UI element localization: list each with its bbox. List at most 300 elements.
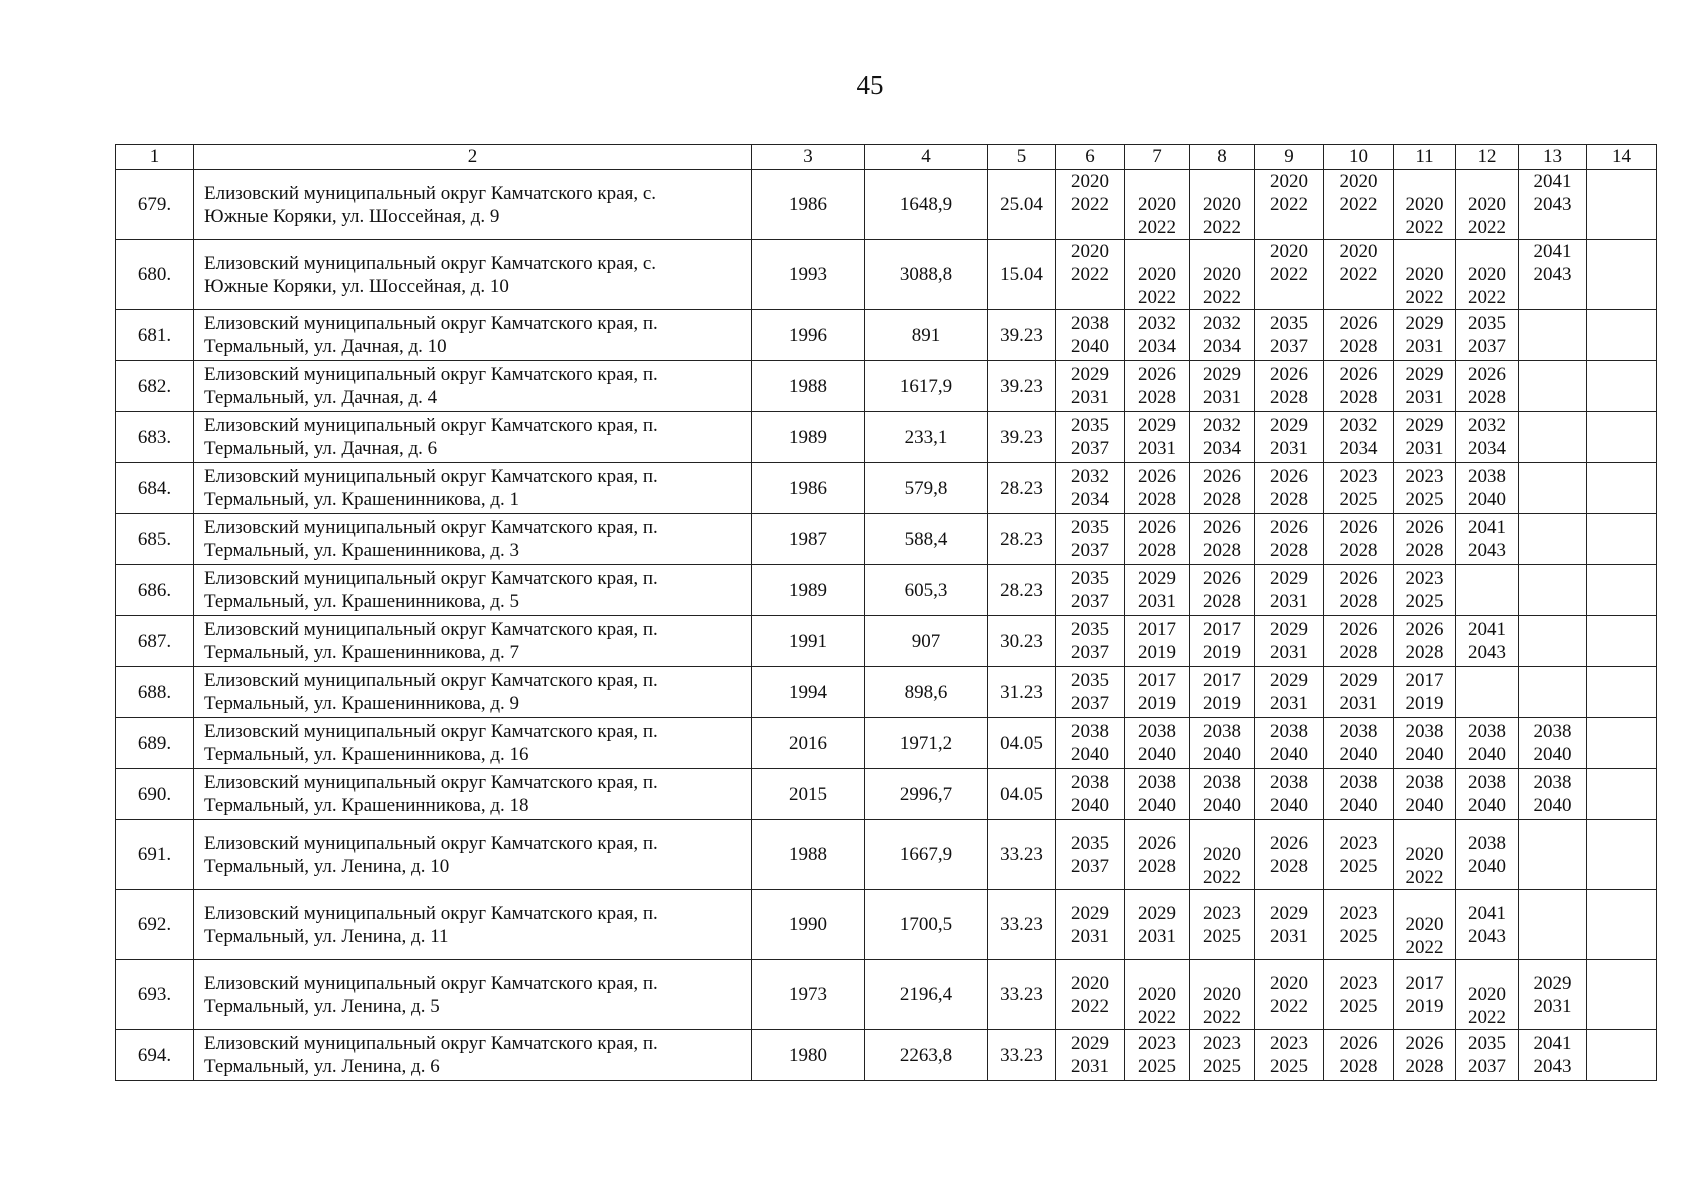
period-end-year: 2022 (1071, 194, 1109, 215)
repair-period-cell (1456, 361, 1519, 412)
repair-period (1394, 240, 1455, 309)
repair-period (1190, 170, 1254, 239)
period-start-year: 2029 (1203, 364, 1241, 385)
table-row (116, 310, 1657, 361)
repair-period-cell (1056, 616, 1125, 667)
period-start-year: 2029 (1533, 972, 1572, 994)
repair-period (1125, 769, 1189, 819)
address-cell (194, 565, 752, 616)
repair-period-cell (1519, 1030, 1587, 1081)
repair-period-cell (1394, 170, 1456, 240)
period-end-year: 2040 (1405, 744, 1444, 765)
repair-period-cell (1190, 960, 1255, 1030)
period-end-year: 2040 (1468, 489, 1506, 510)
period-start-year: 2026 (1339, 568, 1378, 589)
period-start-year: 2035 (1071, 517, 1109, 538)
period-end-year: 2022 (1203, 1007, 1241, 1028)
repair-period-cell (1056, 1030, 1125, 1081)
period-end-year: 2025 (1339, 995, 1378, 1017)
period-end-year: 2019 (1138, 693, 1176, 714)
period-end-year: 2037 (1071, 540, 1109, 561)
repair-period-cell (1324, 463, 1394, 514)
repair-period-cell (1324, 718, 1394, 769)
repair-period-cell (1519, 514, 1587, 565)
repair-period (1587, 890, 1656, 959)
address-line: Елизовский муниципальный округ Камчатского края, п. (204, 364, 658, 385)
period-start-year: 2038 (1405, 721, 1444, 742)
repair-period-cell (1324, 616, 1394, 667)
area-cell: 3088,8 (865, 240, 988, 310)
period-end-year: 2034 (1468, 438, 1506, 459)
column-header: 2 (194, 145, 752, 170)
period-start-year: 2020 (1071, 972, 1109, 994)
period-start-year: 2029 (1270, 902, 1308, 924)
page-number: 45 (856, 70, 884, 100)
repair-period (1394, 1030, 1455, 1080)
repair-period-cell (1587, 240, 1657, 310)
wear-cell: 33.23 (988, 890, 1056, 960)
period-start-year: 2023 (1339, 902, 1378, 924)
repair-period-cell (1456, 240, 1519, 310)
repair-period (1587, 960, 1656, 1029)
construction-year-cell: 1986 (752, 463, 865, 514)
period-start-year: 2041 (1468, 517, 1506, 538)
period-start-year: 2035 (1071, 619, 1109, 640)
period-end-year: 2034 (1071, 489, 1109, 510)
period-start-year: 2017 (1138, 619, 1176, 640)
repair-period (1324, 361, 1393, 411)
repair-period-cell (1190, 361, 1255, 412)
repair-period-cell (1255, 820, 1324, 890)
period-end-year: 2028 (1270, 540, 1308, 561)
repair-period (1255, 412, 1323, 462)
repair-period (1394, 718, 1455, 768)
repair-period-cell (1456, 565, 1519, 616)
period-start-year: 2017 (1203, 670, 1241, 691)
repair-period (1125, 514, 1189, 564)
repair-period (1125, 960, 1189, 1029)
period-end-year: 2031 (1270, 642, 1308, 663)
period-start-year: 2032 (1468, 415, 1506, 436)
period-start-year: 2038 (1468, 721, 1506, 742)
repair-period (1056, 240, 1124, 309)
period-end-year: 2040 (1071, 744, 1109, 765)
repair-period (1255, 514, 1323, 564)
repair-period-cell (1519, 361, 1587, 412)
repair-period-cell (1125, 240, 1190, 310)
table-row (116, 960, 1657, 1030)
period-end-year: 2037 (1468, 1056, 1506, 1077)
period-start-year: 2023 (1203, 902, 1241, 924)
area-cell: 2196,4 (865, 960, 988, 1030)
repair-period (1125, 667, 1189, 717)
period-start-year: 2041 (1533, 1033, 1572, 1054)
period-start-year: 2026 (1339, 1033, 1378, 1054)
row-number-cell: 692. (116, 890, 194, 960)
address-line: Термальный, ул. Дачная, д. 10 (204, 336, 447, 357)
period-start-year: 2020 (1270, 171, 1308, 192)
period-end-year: 2025 (1203, 925, 1241, 947)
address-line: Елизовский муниципальный округ Камчатского края, п. (204, 832, 658, 854)
repair-period (1394, 769, 1455, 819)
period-end-year: 2022 (1339, 194, 1378, 215)
address-line: Елизовский муниципальный округ Камчатского края, п. (204, 466, 658, 487)
row-number-cell: 680. (116, 240, 194, 310)
period-end-year: 2040 (1468, 744, 1506, 765)
repair-period-cell (1190, 667, 1255, 718)
repair-period (1255, 667, 1323, 717)
area-cell: 1700,5 (865, 890, 988, 960)
repair-period (1456, 769, 1518, 819)
repair-period (1519, 170, 1586, 239)
repair-period (1324, 310, 1393, 360)
period-start-year: 2026 (1203, 568, 1241, 589)
period-end-year: 2028 (1468, 387, 1506, 408)
repair-period-cell (1324, 769, 1394, 820)
repair-period-cell (1190, 1030, 1255, 1081)
repair-period (1190, 310, 1254, 360)
period-end-year: 2043 (1468, 642, 1506, 663)
repair-period (1125, 1030, 1189, 1080)
period-end-year: 2037 (1468, 336, 1506, 357)
address-cell (194, 361, 752, 412)
period-end-year: 2034 (1203, 336, 1241, 357)
period-start-year: 2038 (1339, 772, 1378, 793)
wear-cell: 39.23 (988, 361, 1056, 412)
repair-period-cell (1125, 667, 1190, 718)
repair-period (1394, 667, 1455, 717)
period-start-year: 2038 (1071, 721, 1109, 742)
repair-period (1519, 890, 1586, 959)
repair-period (1255, 310, 1323, 360)
repair-period (1324, 1030, 1393, 1080)
repair-period-cell (1394, 960, 1456, 1030)
period-end-year: 2022 (1405, 287, 1444, 308)
repair-period (1324, 769, 1393, 819)
period-start-year: 2038 (1203, 721, 1241, 742)
period-end-year: 2028 (1270, 855, 1308, 877)
period-end-year: 2022 (1270, 194, 1308, 215)
row-number-cell: 681. (116, 310, 194, 361)
repair-period (1125, 890, 1189, 959)
table-row (116, 769, 1657, 820)
repair-period (1587, 718, 1656, 768)
repair-period (1519, 616, 1586, 666)
column-number-row (116, 145, 1657, 170)
repair-period (1587, 310, 1656, 360)
repair-period-cell (1190, 718, 1255, 769)
period-start-year: 2026 (1138, 517, 1176, 538)
repair-period-cell (1190, 170, 1255, 240)
repair-period (1456, 514, 1518, 564)
repair-period-cell (1056, 960, 1125, 1030)
address-cell (194, 890, 752, 960)
address-line: Термальный, ул. Крашенинникова, д. 7 (204, 642, 520, 663)
repair-period-cell (1255, 769, 1324, 820)
repair-period (1587, 667, 1656, 717)
period-start-year: 2029 (1138, 415, 1176, 436)
wear-cell: 39.23 (988, 310, 1056, 361)
area-cell: 579,8 (865, 463, 988, 514)
period-start-year: 2029 (1270, 619, 1308, 640)
repair-period (1190, 616, 1254, 666)
repair-period (1190, 463, 1254, 513)
period-start-year: 2035 (1071, 568, 1109, 589)
repair-period (1125, 240, 1189, 309)
period-start-year: 2038 (1270, 772, 1308, 793)
period-end-year: 2034 (1138, 336, 1176, 357)
repair-period-cell (1125, 769, 1190, 820)
period-end-year: 2028 (1270, 489, 1308, 510)
period-start-year: 2035 (1468, 313, 1506, 334)
period-start-year: 2023 (1138, 1033, 1176, 1054)
column-header: 13 (1519, 145, 1587, 170)
repair-period (1255, 240, 1323, 309)
period-end-year: 2043 (1468, 925, 1506, 947)
repair-period (1394, 463, 1455, 513)
period-start-year: 2038 (1468, 832, 1506, 854)
construction-year-cell: 1986 (752, 170, 865, 240)
repair-period-cell (1190, 463, 1255, 514)
repair-period-cell (1190, 310, 1255, 361)
period-start-year: 2038 (1203, 772, 1241, 793)
table-row (116, 1030, 1657, 1081)
column-header: 4 (865, 145, 988, 170)
construction-year-cell: 1993 (752, 240, 865, 310)
period-end-year: 2025 (1339, 489, 1378, 510)
repair-period-cell (1255, 718, 1324, 769)
repair-period (1519, 310, 1586, 360)
repair-period (1255, 463, 1323, 513)
period-end-year: 2031 (1270, 925, 1308, 947)
period-end-year: 2028 (1339, 642, 1378, 663)
address-cell (194, 170, 752, 240)
repair-period-cell (1587, 565, 1657, 616)
column-header: 12 (1456, 145, 1519, 170)
address-line: Термальный, ул. Крашенинникова, д. 9 (204, 693, 520, 714)
table-row (116, 514, 1657, 565)
repair-period (1456, 718, 1518, 768)
period-end-year: 2028 (1138, 387, 1176, 408)
period-end-year: 2022 (1405, 217, 1444, 238)
repair-period (1587, 820, 1656, 889)
repair-period (1190, 240, 1254, 309)
period-end-year: 2043 (1533, 1056, 1572, 1077)
repair-period (1519, 667, 1586, 717)
repair-period (1519, 820, 1586, 889)
period-start-year: 2029 (1138, 902, 1176, 924)
address-cell (194, 667, 752, 718)
wear-cell: 04.05 (988, 718, 1056, 769)
period-start-year: 2026 (1405, 619, 1444, 640)
wear-cell: 15.04 (988, 240, 1056, 310)
period-end-year: 2028 (1339, 540, 1378, 561)
address-line: Елизовский муниципальный округ Камчатского края, п. (204, 772, 658, 793)
repair-period (1190, 960, 1254, 1029)
period-start-year: 2029 (1405, 313, 1444, 334)
repair-period (1255, 960, 1323, 1029)
repair-period (1519, 240, 1586, 309)
construction-year-cell: 2016 (752, 718, 865, 769)
repair-period (1125, 463, 1189, 513)
repair-period (1324, 565, 1393, 615)
wear-cell: 28.23 (988, 463, 1056, 514)
repair-period-cell (1255, 1030, 1324, 1081)
repair-period (1324, 463, 1393, 513)
period-end-year: 2040 (1270, 744, 1308, 765)
repair-period-cell (1255, 412, 1324, 463)
period-start-year: 2038 (1533, 721, 1572, 742)
period-start-year: 2026 (1203, 466, 1241, 487)
area-cell: 907 (865, 616, 988, 667)
repair-period (1190, 820, 1254, 889)
period-start-year: 2026 (1138, 466, 1176, 487)
repair-period-cell (1056, 412, 1125, 463)
repair-period-cell (1056, 769, 1125, 820)
period-end-year: 2022 (1270, 995, 1308, 1017)
repair-period (1190, 514, 1254, 564)
period-end-year: 2028 (1405, 642, 1444, 663)
repair-period-cell (1519, 616, 1587, 667)
repair-period (1587, 240, 1656, 309)
period-end-year: 2037 (1071, 855, 1109, 877)
period-start-year: 2032 (1203, 415, 1241, 436)
construction-year-cell: 1994 (752, 667, 865, 718)
period-start-year: 2020 (1071, 171, 1109, 192)
repair-period-cell (1125, 310, 1190, 361)
period-end-year: 2025 (1270, 1056, 1308, 1077)
repair-period-cell (1394, 667, 1456, 718)
repair-period (1394, 361, 1455, 411)
repair-period (1587, 565, 1656, 615)
period-start-year: 2029 (1405, 415, 1444, 436)
repair-period-cell (1056, 890, 1125, 960)
repair-period (1587, 412, 1656, 462)
period-end-year: 2022 (1203, 867, 1241, 888)
repair-period-cell (1519, 412, 1587, 463)
repair-period-cell (1056, 170, 1125, 240)
repair-period-cell (1190, 616, 1255, 667)
repair-period (1324, 240, 1393, 309)
period-end-year: 2031 (1071, 1056, 1109, 1077)
period-end-year: 2022 (1405, 867, 1444, 888)
address-line: Елизовский муниципальный округ Камчатского края, п. (204, 670, 658, 691)
repair-period-cell (1324, 514, 1394, 565)
repair-period (1125, 565, 1189, 615)
repair-period-cell (1456, 1030, 1519, 1081)
repair-period (1324, 616, 1393, 666)
repair-period-cell (1456, 890, 1519, 960)
repair-period-cell (1056, 361, 1125, 412)
repair-period-cell (1519, 240, 1587, 310)
construction-year-cell: 1989 (752, 565, 865, 616)
repair-period-cell (1587, 514, 1657, 565)
period-end-year: 2034 (1203, 438, 1241, 459)
column-header: 1 (116, 145, 194, 170)
period-end-year: 2022 (1203, 217, 1241, 238)
period-end-year: 2025 (1405, 489, 1444, 510)
period-start-year: 2032 (1138, 313, 1176, 334)
period-start-year: 2026 (1405, 517, 1444, 538)
period-start-year: 2026 (1339, 619, 1378, 640)
repair-period-cell (1456, 412, 1519, 463)
repair-period (1324, 718, 1393, 768)
period-start-year: 2035 (1468, 1033, 1506, 1054)
address-line: Термальный, ул. Крашенинникова, д. 5 (204, 591, 520, 612)
period-end-year: 2031 (1533, 995, 1572, 1017)
wear-cell: 28.23 (988, 514, 1056, 565)
repair-period-cell (1056, 820, 1125, 890)
address-line: Термальный, ул. Ленина, д. 11 (204, 925, 449, 947)
period-start-year: 2041 (1468, 619, 1506, 640)
repair-period-cell (1324, 960, 1394, 1030)
row-number-cell: 693. (116, 960, 194, 1030)
period-start-year: 2038 (1138, 721, 1176, 742)
period-end-year: 2025 (1405, 591, 1444, 612)
address-line: Термальный, ул. Дачная, д. 6 (204, 438, 438, 459)
address-line: Термальный, ул. Ленина, д. 10 (204, 855, 450, 877)
repair-period (1394, 616, 1455, 666)
period-start-year: 2020 (1468, 264, 1506, 285)
address-line: Елизовский муниципальный округ Камчатского края, п. (204, 568, 658, 589)
repair-period-cell (1456, 769, 1519, 820)
column-header: 8 (1190, 145, 1255, 170)
repair-period (1056, 616, 1124, 666)
repair-period-cell (1324, 820, 1394, 890)
repair-period-cell (1324, 361, 1394, 412)
repair-period-cell (1456, 463, 1519, 514)
repair-period (1587, 616, 1656, 666)
period-end-year: 2037 (1270, 336, 1308, 357)
period-start-year: 2023 (1339, 832, 1378, 854)
period-end-year: 2028 (1203, 591, 1241, 612)
repair-period (1255, 361, 1323, 411)
table-row (116, 412, 1657, 463)
area-cell: 1667,9 (865, 820, 988, 890)
repair-period (1125, 718, 1189, 768)
period-end-year: 2034 (1339, 438, 1378, 459)
address-line: Елизовский муниципальный округ Камчатского края, п. (204, 517, 658, 538)
repair-period (1519, 514, 1586, 564)
repair-period-cell (1125, 890, 1190, 960)
period-start-year: 2020 (1405, 194, 1444, 215)
period-start-year: 2041 (1468, 902, 1506, 924)
repair-period-cell (1394, 240, 1456, 310)
repair-period (1056, 565, 1124, 615)
repair-period (1324, 170, 1393, 239)
period-end-year: 2022 (1071, 264, 1109, 285)
period-end-year: 2031 (1138, 925, 1176, 947)
period-end-year: 2031 (1071, 387, 1109, 408)
repair-period (1394, 820, 1455, 889)
repair-period (1125, 170, 1189, 239)
row-number-cell: 691. (116, 820, 194, 890)
repair-period-cell (1456, 170, 1519, 240)
period-end-year: 2043 (1468, 540, 1506, 561)
repair-period (1456, 361, 1518, 411)
repair-period (1324, 820, 1393, 889)
repair-period-cell (1125, 718, 1190, 769)
repair-period-cell (1125, 361, 1190, 412)
row-number-cell: 686. (116, 565, 194, 616)
repair-period (1255, 769, 1323, 819)
period-end-year: 2031 (1203, 387, 1241, 408)
period-start-year: 2032 (1071, 466, 1109, 487)
period-end-year: 2043 (1533, 194, 1572, 215)
repair-period (1056, 890, 1124, 959)
repair-period-cell (1394, 361, 1456, 412)
period-end-year: 2031 (1339, 693, 1378, 714)
